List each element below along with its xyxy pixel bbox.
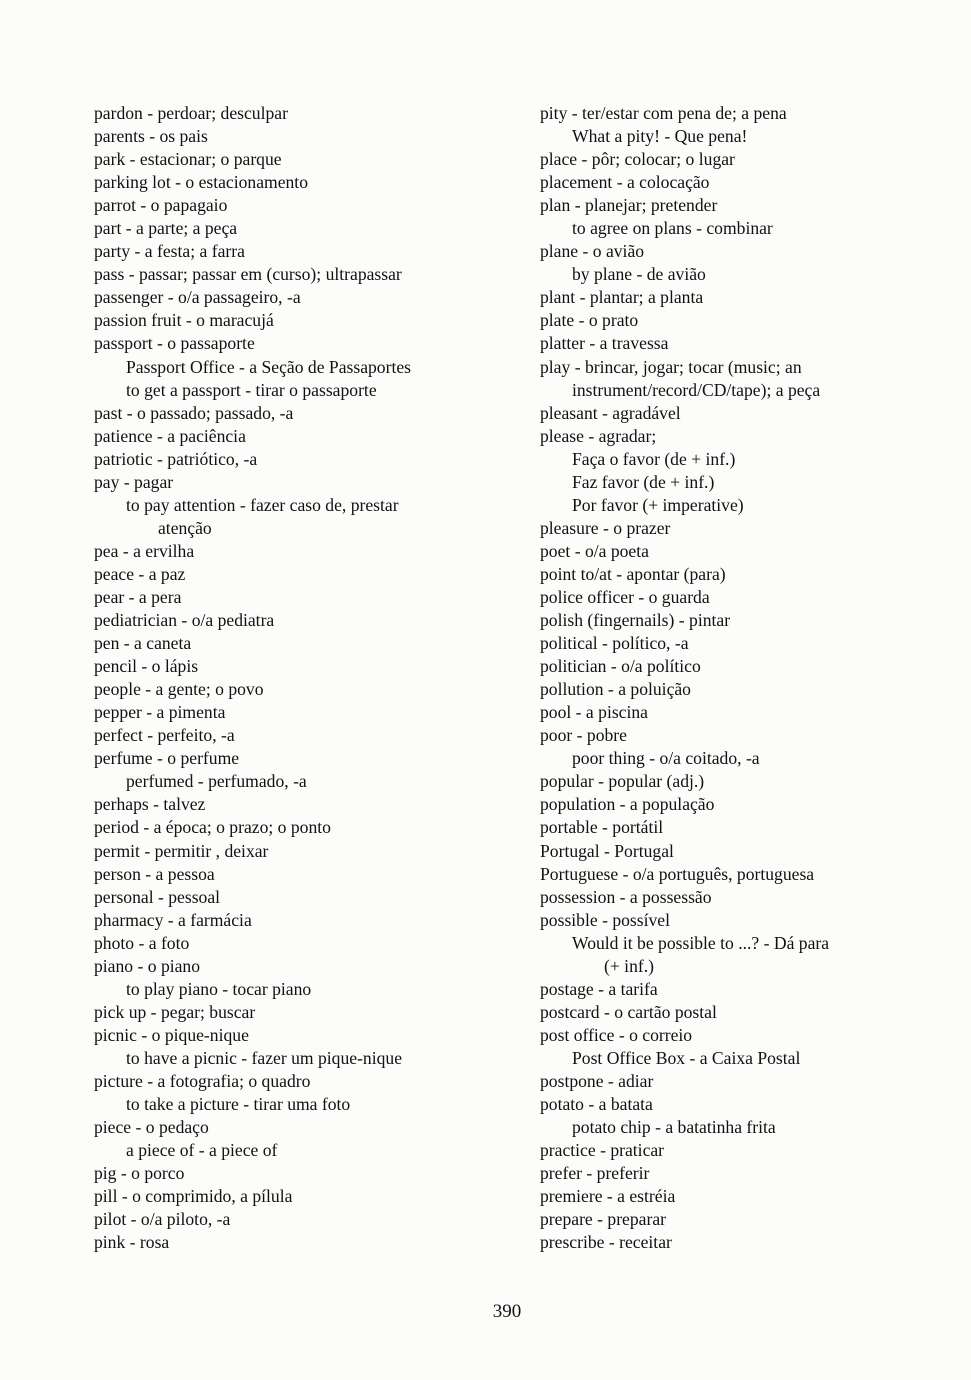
glossary-entry: past - o passado; passado, -a <box>94 402 294 423</box>
glossary-subentry: instrument/record/CD/tape); a peça <box>572 379 821 400</box>
glossary-entry: political - político, -a <box>540 633 689 654</box>
glossary-entry: poor - pobre <box>540 725 627 746</box>
glossary-entry: please - agradar; <box>540 425 657 446</box>
glossary-entry: perfume - o perfume <box>94 748 240 769</box>
glossary-subentry: What a pity! - Que pena! <box>572 126 748 147</box>
glossary-entry: police officer - o guarda <box>540 586 710 607</box>
glossary-entry: poet - o/a poeta <box>540 540 649 561</box>
glossary-entry: pencil - o lápis <box>94 656 199 677</box>
glossary-entry: period - a época; o prazo; o ponto <box>94 817 331 838</box>
glossary-entry: popular - popular (adj.) <box>540 771 705 792</box>
glossary-subentry: Faça o favor (de + inf.) <box>572 448 736 469</box>
glossary-entry: practice - praticar <box>540 1140 665 1161</box>
left-column <box>94 102 514 1254</box>
glossary-subentry: to agree on plans - combinar <box>572 218 773 239</box>
glossary-entry: passport - o passaporte <box>94 333 255 354</box>
glossary-entry: possession - a possessão <box>540 886 712 907</box>
glossary-entry: parents - os pais <box>94 126 208 147</box>
glossary-subentry: Por favor (+ imperative) <box>572 494 744 515</box>
glossary-entry: pay - pagar <box>94 471 174 492</box>
glossary-entry: premiere - a estréia <box>540 1186 676 1207</box>
glossary-entry: prefer - preferir <box>540 1163 650 1184</box>
glossary-entry: piano - o piano <box>94 955 201 976</box>
glossary-entry: pink - rosa <box>94 1232 170 1253</box>
glossary-entry: parking lot - o estacionamento <box>94 172 308 193</box>
right-column <box>540 102 940 1254</box>
glossary-entry: potato - a batata <box>540 1094 653 1115</box>
glossary-entry: pharmacy - a farmácia <box>94 909 252 930</box>
glossary-entry: placement - a colocação <box>540 172 710 193</box>
glossary-entry: part - a parte; a peça <box>94 218 238 239</box>
glossary-entry: pool - a piscina <box>540 702 648 723</box>
glossary-entry: photo - a foto <box>94 932 190 953</box>
glossary-subentry: to play piano - tocar piano <box>126 978 312 999</box>
glossary-entry: population - a população <box>540 794 715 815</box>
glossary-entry: possible - possível <box>540 909 670 930</box>
glossary-entry: patriotic - patriótico, -a <box>94 448 258 469</box>
glossary-entry: play - brincar, jogar; tocar (music; an <box>540 356 802 377</box>
glossary-entry: postcard - o cartão postal <box>540 1001 717 1022</box>
glossary-entry: place - pôr; colocar; o lugar <box>540 149 735 170</box>
glossary-entry: passenger - o/a passageiro, -a <box>94 287 301 308</box>
glossary-entry: parrot - o papagaio <box>94 195 228 216</box>
glossary-entry: polish (fingernails) - pintar <box>540 610 731 631</box>
glossary-subentry: Would it be possible to ...? - Dá para <box>572 932 830 953</box>
glossary-subentry: a piece of - a piece of <box>126 1140 278 1161</box>
glossary-entry: post office - o correio <box>540 1024 693 1045</box>
glossary-entry: park - estacionar; o parque <box>94 149 282 170</box>
glossary-entry: prescribe - receitar <box>540 1232 672 1253</box>
glossary-entry: plate - o prato <box>540 310 639 331</box>
glossary-subentry: Post Office Box - a Caixa Postal <box>572 1047 801 1068</box>
glossary-entry: permit - permitir , deixar <box>94 840 269 861</box>
glossary-entry: pardon - perdoar; desculpar <box>94 103 288 123</box>
glossary-entry: pity - ter/estar com pena de; a pena <box>540 103 787 123</box>
glossary-entry: plan - planejar; pretender <box>540 195 718 216</box>
glossary-entry: pea - a ervilha <box>94 540 195 561</box>
glossary-entry: personal - pessoal <box>94 886 221 907</box>
glossary-entry: pepper - a pimenta <box>94 702 226 723</box>
glossary-entry: picture - a fotografia; o quadro <box>94 1070 311 1091</box>
glossary-entry: Portuguese - o/a português, portuguesa <box>540 863 815 884</box>
glossary-entry: platter - a travessa <box>540 333 669 354</box>
glossary-entry: pick up - pegar; buscar <box>94 1001 256 1022</box>
glossary-entry: pediatrician - o/a pediatra <box>94 610 275 631</box>
glossary-entry: passion fruit - o maracujá <box>94 310 274 331</box>
glossary-subentry: (+ inf.) <box>604 955 654 976</box>
glossary-entry: people - a gente; o povo <box>94 679 264 700</box>
glossary-entry: pleasant - agradável <box>540 402 681 423</box>
glossary-entry: plane - o avião <box>540 241 645 262</box>
glossary-entry: perhaps - talvez <box>94 794 206 815</box>
glossary-subentry: to pay attention - fazer caso de, prestar <box>126 494 399 515</box>
glossary-subentry: perfumed - perfumado, -a <box>126 771 307 792</box>
glossary-entry: Portugal - Portugal <box>540 840 674 861</box>
glossary-subentry: by plane - de avião <box>572 264 706 285</box>
glossary-subentry: atenção <box>158 517 212 538</box>
glossary-entry: piece - o pedaço <box>94 1117 209 1138</box>
glossary-entry: pear - a pera <box>94 586 182 607</box>
glossary-subentry: to get a passport - tirar o passaporte <box>126 379 377 400</box>
glossary-entry: pig - o porco <box>94 1163 185 1184</box>
glossary-entry: perfect - perfeito, -a <box>94 725 235 746</box>
glossary-entry: pilot - o/a piloto, -a <box>94 1209 231 1230</box>
glossary-entry: politician - o/a político <box>540 656 701 677</box>
glossary-entry: plant - plantar; a planta <box>540 287 704 308</box>
glossary-subentry: to have a picnic - fazer um pique-nique <box>126 1047 403 1068</box>
glossary-subentry: to take a picture - tirar uma foto <box>126 1094 351 1115</box>
glossary-entry: prepare - preparar <box>540 1209 666 1230</box>
glossary-entry: pass - passar; passar em (curso); ultrapassar <box>94 264 402 285</box>
glossary-subentry: Faz favor (de + inf.) <box>572 471 715 492</box>
glossary-subentry: Passport Office - a Seção de Passaportes <box>126 356 412 377</box>
glossary-entry: pollution - a poluição <box>540 679 691 700</box>
glossary-entry: peace - a paz <box>94 563 186 584</box>
glossary-subentry: potato chip - a batatinha frita <box>572 1117 776 1138</box>
glossary-subentry: poor thing - o/a coitado, -a <box>572 748 760 769</box>
glossary-entry: pill - o comprimido, a pílula <box>94 1186 293 1207</box>
glossary-entry: pen - a caneta <box>94 633 192 654</box>
glossary-entry: postage - a tarifa <box>540 978 658 999</box>
glossary-entry: party - a festa; a farra <box>94 241 245 262</box>
glossary-entry: pleasure - o prazer <box>540 517 671 538</box>
glossary-entry: person - a pessoa <box>94 863 215 884</box>
page-number: 390 <box>492 1301 522 1322</box>
glossary-entry: portable - portátil <box>540 817 664 838</box>
glossary-entry: postpone - adiar <box>540 1070 654 1091</box>
glossary-entry: patience - a paciência <box>94 425 246 446</box>
glossary-entry: point to/at - apontar (para) <box>540 563 726 584</box>
glossary-entry: picnic - o pique-nique <box>94 1024 249 1045</box>
